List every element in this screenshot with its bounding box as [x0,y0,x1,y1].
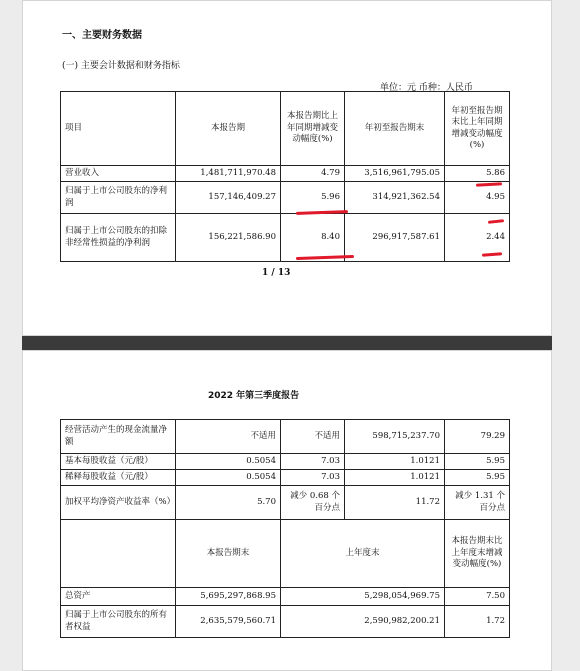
table-row [61,166,510,182]
table-cell: 4.95 [445,182,510,214]
header-cell: 上年度末 [281,520,445,588]
table-cell: 1.72 [445,606,510,638]
table-cell: 7.50 [445,588,510,606]
table-cell: 157,146,409.27 [176,182,281,214]
table-cell: 5.95 [445,454,510,470]
table-header-row [61,92,510,166]
table-row [61,214,510,262]
page-divider [22,336,552,350]
section-title: 一、主要财务数据 [62,30,142,41]
table-cell: 7.03 [281,454,345,470]
table-row [61,420,510,454]
report-title: 2022 年第三季度报告 [208,391,300,401]
header-cell: 本报告期比上年同期增减变动幅度(%) [281,92,345,166]
table-cell: 不适用 [176,420,281,454]
financial-table-1 [60,91,510,262]
table-cell: 加权平均净资产收益率（%） [61,486,176,520]
table-cell: 1.0121 [345,470,445,486]
table-cell: 0.5054 [176,470,281,486]
table-cell: 总资产 [61,588,176,606]
table-row [61,486,510,520]
table-cell: 5,695,297,868.95 [176,588,281,606]
table-cell: 1,481,711,970.48 [176,166,281,182]
table-cell: 2,590,982,200.21 [281,606,445,638]
table-cell: 稀释每股收益（元/股） [61,470,176,486]
financial-table-2 [60,419,510,638]
table-cell: 4.79 [281,166,345,182]
table-cell: 2.44 [445,214,510,262]
table-cell: 归属于上市公司股东的所有者权益 [61,606,176,638]
table-cell: 3,516,961,795.05 [345,166,445,182]
table-cell: 598,715,237.70 [345,420,445,454]
table-cell: 减少 0.68 个百分点 [281,486,345,520]
table-row [61,182,510,214]
header-cell: 年初至报告期末比上年同期增减变动幅度(%) [445,92,510,166]
subsection-title: (一) 主要会计数据和财务指标 [62,61,180,71]
table-cell: 79.29 [445,420,510,454]
table-cell: 2,635,579,560.71 [176,606,281,638]
unit-line: 单位：元 币种：人民币 [380,83,473,93]
table-cell: 5.96 [281,182,345,214]
table-cell: 归属于上市公司股东的净利润 [61,182,176,214]
table-row [61,588,510,606]
table-cell: 156,221,586.90 [176,214,281,262]
table-cell: 296,917,587.61 [345,214,445,262]
table-cell: 314,921,362.54 [345,182,445,214]
table-cell: 营业收入 [61,166,176,182]
table-cell: 经营活动产生的现金流量净额 [61,420,176,454]
table-cell: 归属于上市公司股东的扣除非经常性损益的净利润 [61,214,176,262]
table-cell: 8.40 [281,214,345,262]
table-cell: 5,298,054,969.75 [281,588,445,606]
table-subheader-row [61,520,510,588]
header-cell [61,520,176,588]
table-cell: 不适用 [281,420,345,454]
table-cell: 11.72 [345,486,445,520]
table-row [61,606,510,638]
table-cell: 减少 1.31 个百分点 [445,486,510,520]
header-cell: 项目 [61,92,176,166]
table-cell: 0.5054 [176,454,281,470]
table-cell: 1.0121 [345,454,445,470]
table-cell: 基本每股收益（元/股） [61,454,176,470]
table-cell: 5.95 [445,470,510,486]
table-cell: 7.03 [281,470,345,486]
header-cell: 本报告期 [176,92,281,166]
header-cell: 本报告期末比上年度末增减变动幅度(%) [445,520,510,588]
header-cell: 本报告期末 [176,520,281,588]
page-number: 1 / 13 [262,268,291,278]
table-cell: 5.70 [176,486,281,520]
table-cell: 5.86 [445,166,510,182]
table-row [61,470,510,486]
header-cell: 年初至报告期末 [345,92,445,166]
table-row [61,454,510,470]
